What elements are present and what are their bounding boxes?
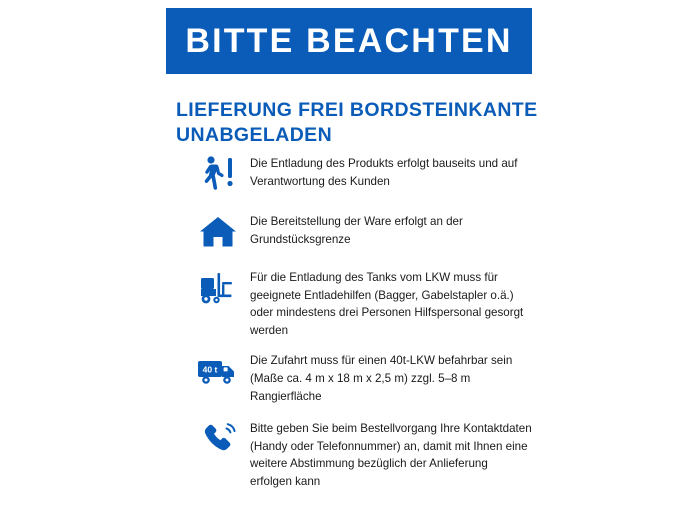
- telephone-icon: [196, 417, 240, 461]
- list-item: [196, 349, 676, 405]
- subtitle-line-1: LIEFERUNG FREI BORDSTEINKANTE: [176, 99, 538, 121]
- subtitle: [176, 98, 576, 147]
- list-item-text: Bitte geben Sie beim Bestellvorgang Ihre Kontaktdaten (Handy oder Telefonnummer) an, damit mit Ihnen eine weitere Abstimmung bezüglich der Anlieferung erfolgen kann: [250, 422, 532, 489]
- page-title: BITTE BEACHTEN: [185, 22, 513, 60]
- list-item-text: Die Entladung des Produkts erfolgt bauseits und auf Verantwortung des Kunden: [250, 157, 518, 188]
- list-item-text: Die Bereitstellung der Ware erfolgt an der Grundstücksgrenze: [250, 215, 463, 246]
- list-item-text: Für die Entladung des Tanks vom LKW muss für geeignete Entladehilfen (Bagger, Gabelstapler o.ä.) oder mindestens drei Personen Hilfspersonal gesorgt werden: [250, 271, 524, 337]
- svg-text:40 t: 40 t: [202, 365, 218, 376]
- list-item: [196, 152, 676, 196]
- pedestrian-warning-icon: [196, 152, 240, 196]
- list-item-text: Die Zufahrt muss für einen 40t-LKW befahrbar sein (Maße ca. 4 m x 18 m x 2,5 m) zzgl. 5–8 m Rangierfläche: [250, 354, 513, 403]
- subtitle-line-2: UNABGELADEN: [176, 123, 333, 146]
- forklift-icon: [196, 266, 240, 310]
- list-item: [196, 266, 676, 339]
- list-item: [196, 210, 676, 254]
- truck-40t-icon: [196, 349, 240, 393]
- house-icon: [196, 210, 240, 254]
- banner: [166, 8, 532, 74]
- list-item: [196, 417, 676, 490]
- notice-list: [196, 152, 676, 491]
